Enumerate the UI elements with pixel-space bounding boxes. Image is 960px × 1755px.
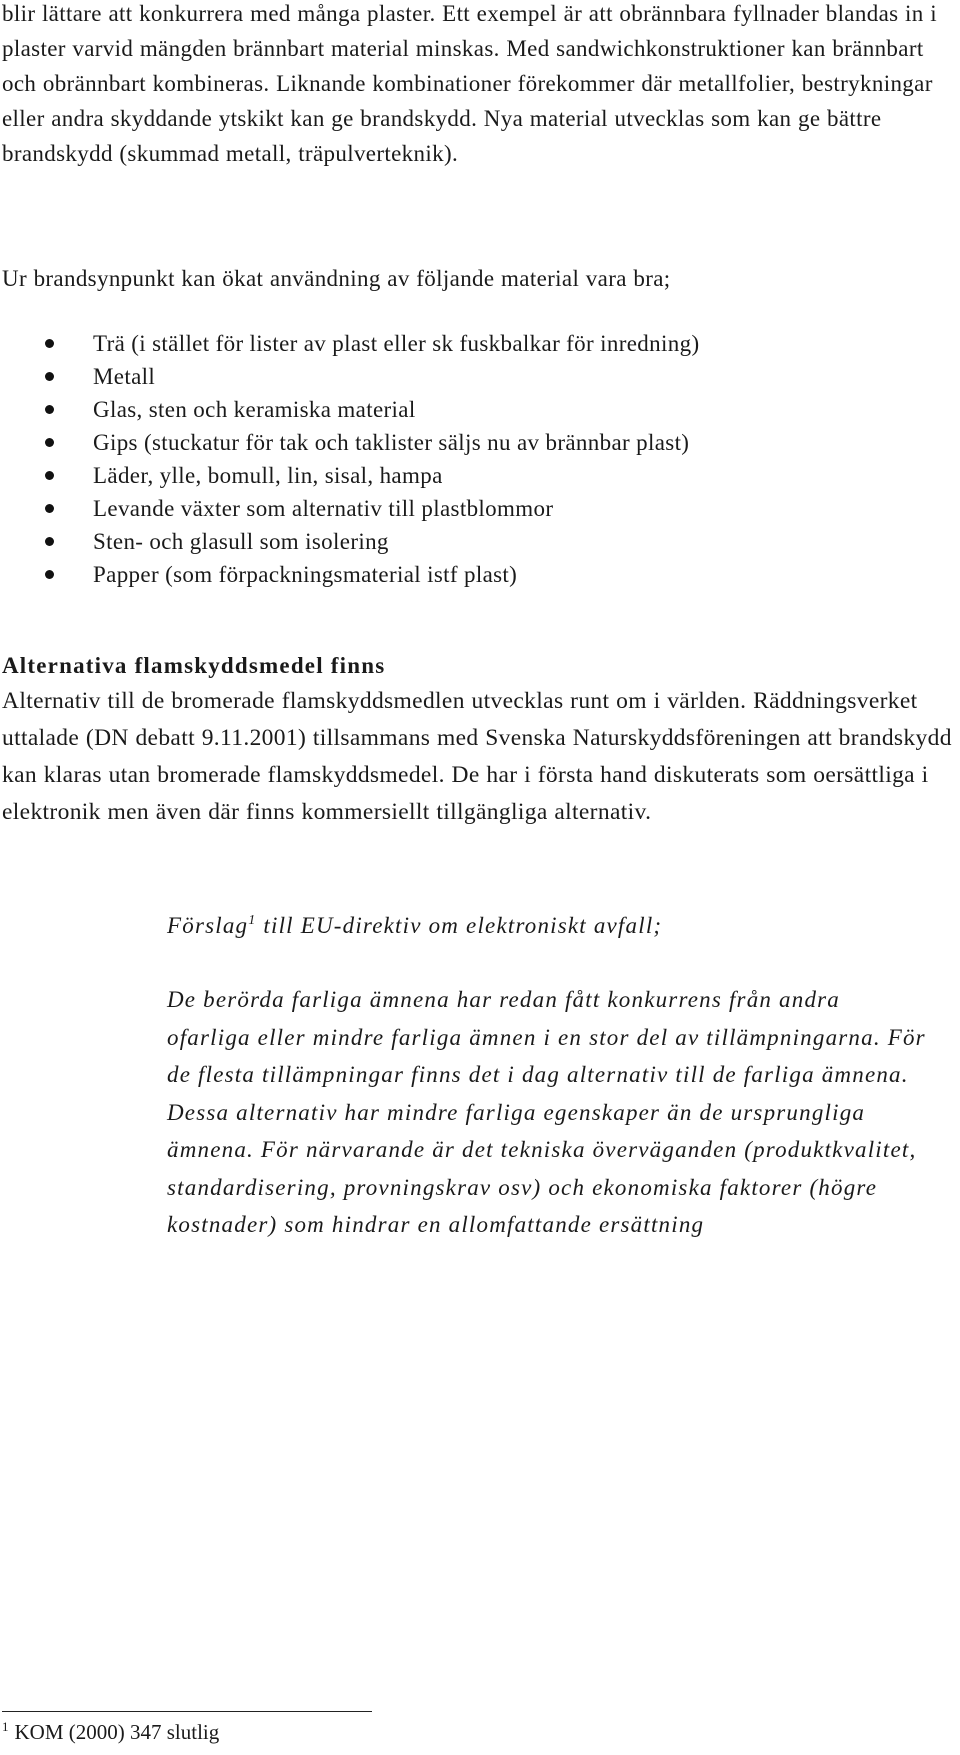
list-item: Levande växter som alternativ till plastblommor bbox=[0, 492, 950, 525]
bullet-icon bbox=[45, 570, 54, 579]
footnote-divider bbox=[2, 1711, 372, 1712]
bullet-icon bbox=[45, 438, 54, 447]
bullet-icon bbox=[45, 471, 54, 480]
materials-intro: Ur brandsynpunkt kan ökat användning av följande material vara bra; bbox=[2, 266, 671, 291]
list-item: Gips (stuckatur för tak och taklister säljs nu av brännbar plast) bbox=[0, 426, 950, 459]
list-item: Papper (som förpackningsmaterial istf plast) bbox=[0, 558, 950, 591]
quote-body: De berörda farliga ämnena har redan fått konkurrens från andra ofarliga eller mindre farliga ämnen i en stor del av tillämpningarna. För de flesta tillämpningar finns det i dag alternativ till de farliga ämnena. Dessa alternativ har mindre farliga egenskaper än de ursprungliga ämnena. För närvarande är det tekniska överväganden (produktkvalitet, standardisering, provningskrav osv) och ekonomiska faktorer (högre kostnader) som hindrar en allomfattande ersättning bbox=[167, 987, 926, 1237]
intro-paragraph: blir lättare att konkurrera med många plaster. Ett exempel är att obrännbara fyllnader blandas in i plaster varvid mängden brännbart material minskas. Med sandwichkonstruktioner kan brännbart och obrännbart kombineras. Liknande kombinationer förekommer där metallfolier, bestrykningar eller andra skyddande ytskikt kan ge brandskydd. Nya material utvecklas som kan ge bättre brandskydd (skummad metall, träpulverteknik). bbox=[2, 1, 937, 166]
section-heading: Alternativa flamskyddsmedel finns bbox=[2, 653, 386, 678]
quote-title: Förslag$^1$ till EU-direktiv om elektroniskt avfall; bbox=[167, 913, 663, 938]
footnote bbox=[2, 1716, 219, 1748]
list-item: Läder, ylle, bomull, lin, sisal, hampa bbox=[0, 459, 950, 492]
footnote-marker: 1 bbox=[2, 1719, 9, 1734]
bullet-icon bbox=[45, 339, 54, 348]
list-item: Trä (i stället för lister av plast eller sk fuskbalkar för inredning) bbox=[0, 327, 950, 360]
footnote-reference: 1 bbox=[248, 913, 257, 928]
list-item: Metall bbox=[0, 360, 950, 393]
list-item: Glas, sten och keramiska material bbox=[0, 393, 950, 426]
bullet-icon bbox=[45, 537, 54, 546]
bullet-icon bbox=[45, 372, 54, 381]
section-paragraph: Alternativ till de bromerade flamskyddsmedlen utvecklas runt om i världen. Räddningsverket uttalade (DN debatt 9.11.2001) tillsammans med Svenska Naturskyddsföreningen att brandskydd kan klaras utan bromerade flamskyddsmedel. De har i första hand diskuterats som oersättliga i elektronik men även där finns kommersiellt tillgängliga alternativ. bbox=[2, 688, 952, 825]
bullet-icon bbox=[45, 405, 54, 414]
bullet-icon bbox=[45, 504, 54, 513]
materials-list bbox=[0, 327, 950, 591]
list-item: Sten- och glasull som isolering bbox=[0, 525, 950, 558]
footnote-text: KOM (2000) 347 slutlig bbox=[14, 1720, 220, 1744]
